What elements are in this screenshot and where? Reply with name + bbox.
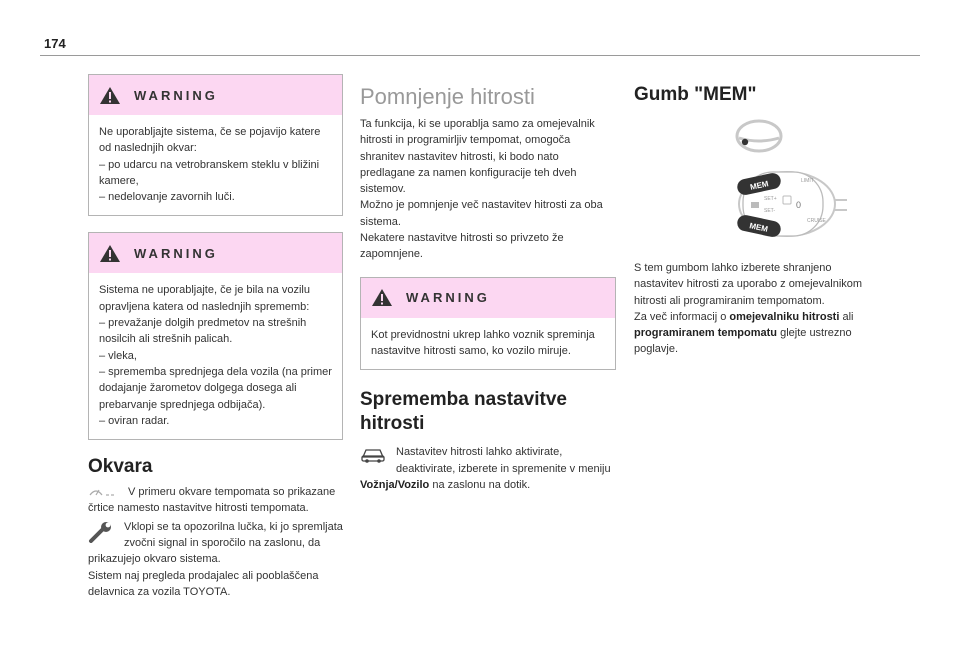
warning-body	[89, 273, 342, 439]
section-heading-okvara: Okvara	[88, 456, 153, 478]
limit-label: LIMIT	[801, 178, 814, 184]
cruise-dashes-icon	[88, 486, 118, 500]
wrench-icon	[88, 521, 114, 543]
pomnjenje-paragraph: Ta funkcija, ki se uporablja samo za omejevalnik hitrosti in programirljiv tempomat, omogoča shranitev nastavitev hitrosti, ki bodo nato predlagane za namen konfiguracije teh dveh sistemov. Možno je pomnjenje več nastavitev hitrosti za oba sistema. Nekatere nastavitve hitrosti so privzeto že zapomnjene.	[360, 118, 603, 261]
warning-line: – prevažanje dolgih predmetov na strešnih nosilcih ali strešnih palicah.	[99, 317, 307, 346]
cruise-control-stalk-illustration	[669, 160, 849, 250]
page-number: 174	[44, 36, 66, 51]
car-icon	[360, 446, 386, 464]
warning-line: Ne uporabljajte sistema, če se pojavijo katere od naslednjih okvar:	[99, 126, 321, 155]
cruise-label: CRUISE	[807, 218, 826, 224]
warning-box-camera	[88, 74, 343, 216]
header-rule	[40, 55, 920, 56]
warning-triangle-icon	[99, 86, 121, 105]
warning-line: Sistema ne uporabljajte, če je bila na vozilu opravljena katera od naslednjih sprememb:	[99, 284, 310, 313]
warning-line: – oviran radar.	[99, 414, 170, 427]
column-right	[634, 74, 884, 358]
warning-title: WARNING	[134, 245, 218, 261]
section-heading-mem: Gumb "MEM"	[634, 84, 757, 105]
warning-body	[361, 318, 615, 370]
sprememba-paragraph: Nastavitev hitrosti lahko aktivirate, deaktivirate, izberete in spremenite v meniju Vožnja/Vozilo na zaslonu na dotik.	[360, 446, 611, 491]
warning-line: – nedelovanje zavornih luči.	[99, 191, 235, 204]
warning-triangle-icon	[99, 244, 121, 263]
column-left	[88, 74, 343, 600]
section-heading-sprememba: Sprememba nastavitve hitrosti	[360, 389, 567, 435]
warning-line: – po udarcu na vetrobranskem steklu v bližini kamere,	[99, 158, 320, 187]
set-plus-label: SET+	[764, 196, 777, 202]
mem-paragraph: S tem gumbom lahko izberete shranjeno nastavitev hitrosti za uporabo z omejevalnikom hitrosti ali programiranim tempomatom. Za več informacij o omejevalniku hitrosti ali programiranem tempomatu glejte ustrezno poglavje.	[634, 262, 863, 356]
warning-triangle-icon	[371, 288, 393, 307]
warning-header	[89, 233, 342, 273]
warning-box-modifications	[88, 232, 343, 440]
mem-button-bottom-label: MEM	[748, 221, 769, 234]
zero-label: 0	[796, 200, 802, 210]
warning-body	[89, 115, 342, 215]
warning-title: WARNING	[406, 290, 490, 306]
warning-line: – vleka,	[99, 349, 137, 362]
okvara-paragraph-light: Vklopi se ta opozorilna lučka, ki jo spremljata zvočni signal in sporočilo na zaslonu, da prikazujejo okvaro sistema.	[88, 520, 343, 566]
set-minus-label: SET-	[764, 208, 776, 214]
steering-wheel-icon	[729, 116, 789, 156]
warning-header	[89, 75, 342, 115]
warning-title: WARNING	[134, 87, 218, 103]
warning-line: – sprememba sprednjega dela vozila (na primer dodajanje žarometov dolgega dosega ali prebarvanje sprednjega odbijača).	[99, 365, 332, 411]
mem-button-top-label: MEM	[749, 179, 770, 192]
column-middle	[360, 74, 616, 493]
warning-line: Kot previdnostni ukrep lahko voznik spreminja nastavitve hitrosti samo, ko vozilo miruje.	[371, 328, 595, 357]
warning-box-stationary	[360, 277, 616, 371]
okvara-paragraph-service: Sistem naj pregleda prodajalec ali pooblaščena delavnica za vozila TOYOTA.	[88, 569, 319, 598]
warning-header	[361, 278, 615, 318]
okvara-paragraph-dashes: V primeru okvare tempomata so prikazane črtice namesto nastavitve hitrosti tempomata.	[88, 486, 336, 515]
section-heading-pomnjenje: Pomnjenje hitrosti	[360, 84, 535, 109]
menu-name: Vožnja/Vozilo	[360, 478, 430, 491]
